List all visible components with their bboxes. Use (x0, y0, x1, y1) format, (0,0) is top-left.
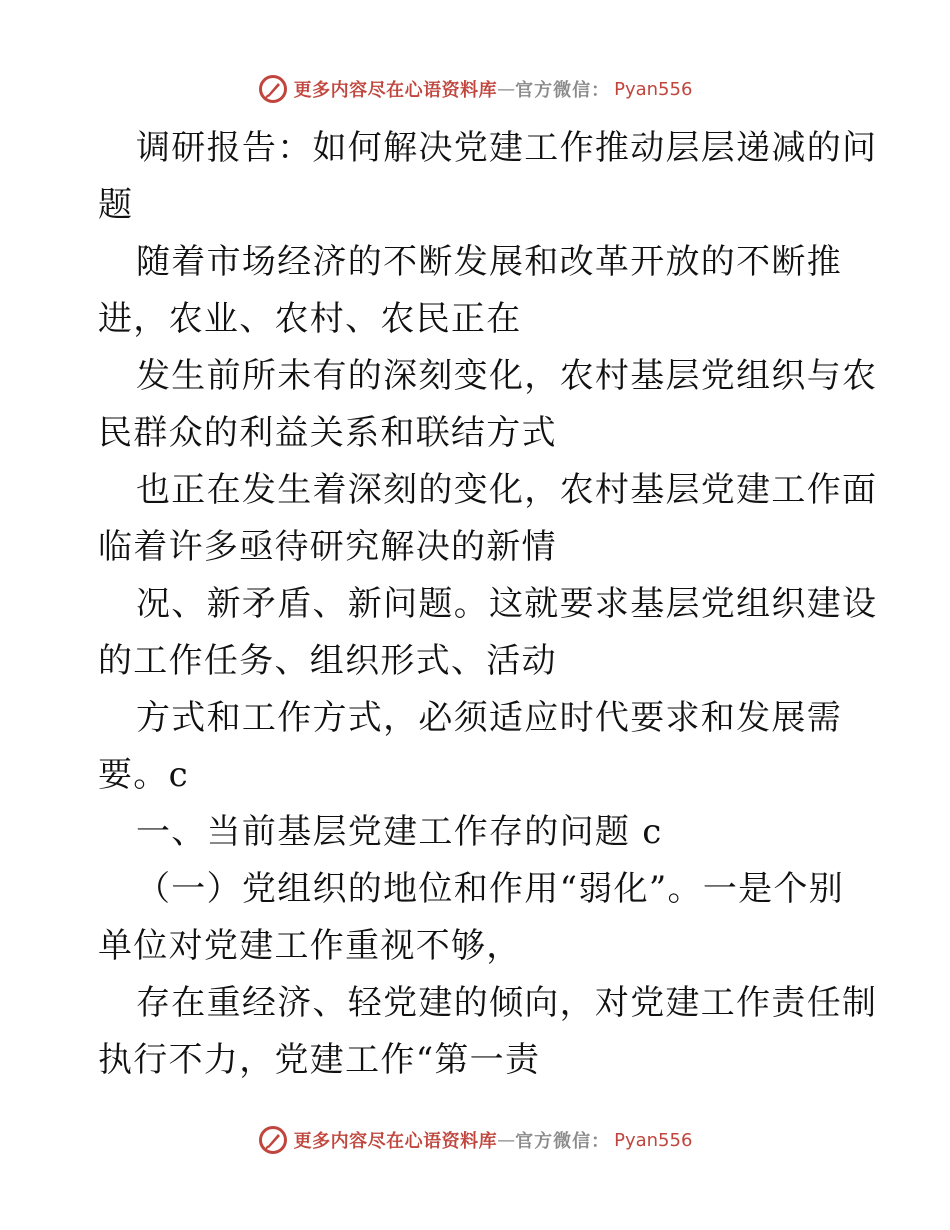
document-body (98, 120, 878, 1089)
quill-logo-icon (258, 74, 288, 104)
text-line: 况、新矛盾、新问题。这就要求基层党组织建设 (136, 584, 878, 624)
banner-main-text: 更多内容尽在心语资料库 (293, 1131, 498, 1152)
banner-main-text: 更多内容尽在心语资料库 (293, 80, 498, 101)
text-line: 民群众的利益关系和联结方式 (98, 413, 557, 453)
footer-banner (0, 1123, 950, 1157)
text-line: 随着市场经济的不断发展和改革开放的不断推 (136, 242, 842, 282)
banner-wechat-id: Pyan556 (614, 1129, 693, 1151)
text-line: 单位对党建工作重视不够， (98, 926, 522, 966)
banner-wechat-label: 官方微信： (515, 1131, 611, 1152)
text-line: 进，农业、农村、农民正在 (98, 299, 522, 339)
text-line: 方式和工作方式，必须适应时代要求和发展需 (136, 698, 842, 738)
banner-separator: — (497, 1129, 516, 1151)
text-line: 存在重经济、轻党建的倾向，对党建工作责任制 (136, 983, 878, 1023)
text-line: 的工作任务、组织形式、活动 (98, 641, 557, 681)
text-line: 发生前所未有的深刻变化，农村基层党组织与农 (136, 356, 878, 396)
text-line: 调研报告：如何解决党建工作推动层层递减的问 (136, 128, 878, 168)
text-line: 也正在发生着深刻的变化，农村基层党建工作面 (136, 470, 878, 510)
quill-logo-icon (258, 1125, 288, 1155)
banner-wechat-label: 官方微信： (515, 80, 611, 101)
text-line: （一）党组织的地位和作用“弱化”。一是个别 (136, 869, 845, 909)
document-text (98, 120, 878, 1089)
text-line: 题 (98, 185, 134, 225)
section-heading: 一、当前基层党建工作存的问题 c (136, 812, 663, 852)
banner-separator: — (497, 78, 516, 100)
text-line: 临着许多亟待研究解决的新情 (98, 527, 557, 567)
header-banner (0, 72, 950, 106)
banner-wechat-id: Pyan556 (614, 78, 693, 100)
text-line: 要。c (98, 755, 189, 795)
text-line: 执行不力，党建工作“第一责 (98, 1040, 541, 1080)
